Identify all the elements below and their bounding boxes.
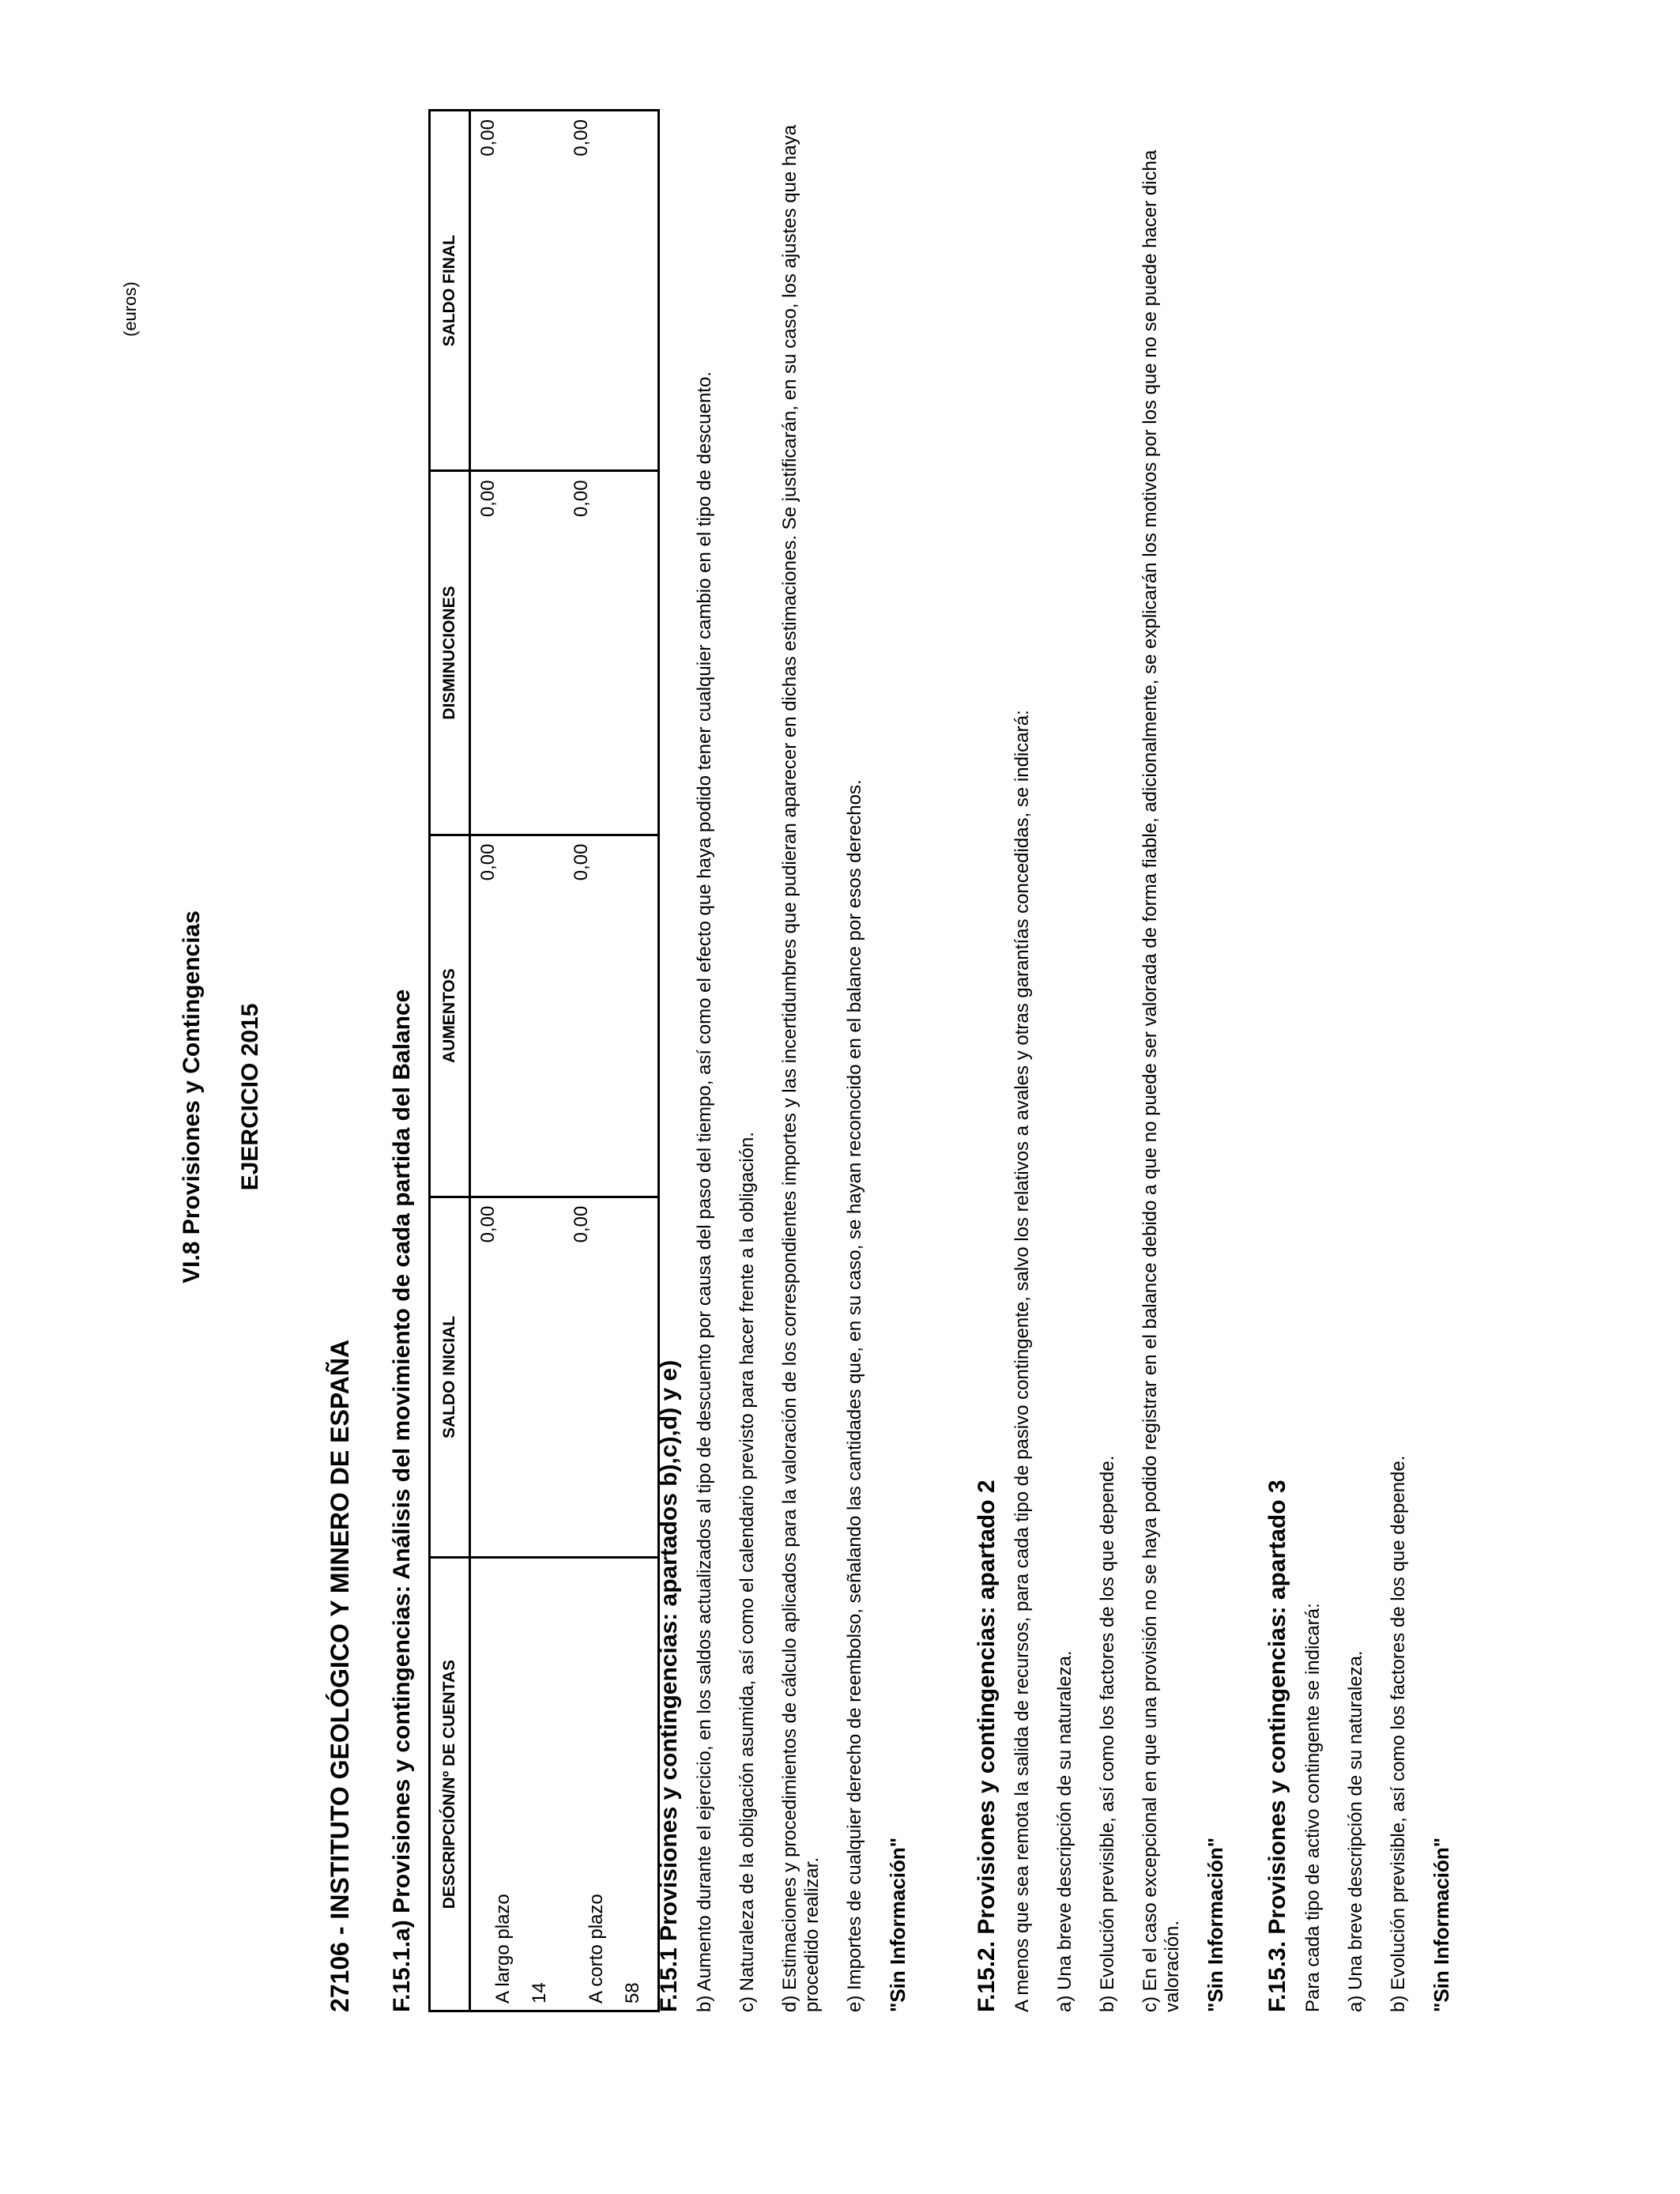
cell-saldo-inicial: 0,00 bbox=[470, 1197, 565, 1558]
row-description: A largo plazo bbox=[492, 1894, 514, 2004]
table-row bbox=[564, 111, 659, 2011]
cell-disminuciones: 0,00 bbox=[564, 471, 659, 835]
cell-saldo-final: 0,00 bbox=[564, 111, 659, 471]
cell-saldo-inicial: 0,00 bbox=[564, 1197, 659, 1558]
section-3-item-b: b) Evolución previsible, así como los factores de los que depende. bbox=[1388, 1455, 1409, 2012]
cell-saldo-final: 0,00 bbox=[470, 111, 565, 471]
currency-note: (euros) bbox=[120, 281, 140, 337]
section-3-heading: F.15.3. Provisiones y contingencias: apartado 3 bbox=[1264, 1480, 1290, 2012]
section-1-item-d: d) Estimaciones y procedimientos de cálculo aplicados para la valoración de los correspondientes importes y las incertidumbres que pudieran aparecer en dichas estimaciones. Se justificarán, en su caso, los ajustes que haya procedido realizar. bbox=[779, 125, 823, 2012]
row-account: 14 bbox=[529, 1982, 550, 2004]
section-2-item-a: a) Una breve descripción de su naturaleza. bbox=[1054, 1650, 1075, 2012]
section-2-no-info: "Sin Información" bbox=[1203, 1837, 1227, 2012]
section-3-intro: Para cada tipo de activo contingente se indicará: bbox=[1302, 1603, 1324, 2012]
row-description: A corto plazo bbox=[586, 1894, 607, 2004]
column-header-saldo-final: SALDO FINAL bbox=[430, 111, 470, 471]
section-3-no-info: "Sin Información" bbox=[1430, 1837, 1453, 2012]
section-a-heading: F.15.1.a) Provisiones y contingencias: Análisis del movimiento de cada partida del Balance bbox=[389, 989, 415, 2012]
table-row bbox=[470, 111, 565, 2011]
row-account: 58 bbox=[622, 1982, 643, 2004]
section-1-item-c: c) Naturaleza de la obligación asumida, así como el calendario previsto para hacer frente a la obligación. bbox=[736, 1132, 758, 2012]
section-3-item-a: a) Una breve descripción de su naturaleza. bbox=[1345, 1650, 1366, 2012]
section-1-item-b: b) Aumento durante el ejercicio, en los saldos actualizados al tipo de descuento por causa del paso del tiempo, así como el efecto que haya podido tener cualquier cambio en el tipo de descuento. bbox=[694, 371, 715, 2012]
row-description-cell bbox=[470, 1558, 565, 2011]
column-header-description: DESCRIPCIÓN/Nº DE CUENTAS bbox=[430, 1558, 470, 2011]
section-1-no-info: "Sin Información" bbox=[886, 1837, 910, 2012]
cell-aumentos: 0,00 bbox=[564, 835, 659, 1197]
cell-aumentos: 0,00 bbox=[470, 835, 565, 1197]
section-1-heading: F.15.1 Provisiones y contingencias: apartados b),c),d) y e) bbox=[656, 1359, 682, 2012]
column-header-aumentos: AUMENTOS bbox=[430, 835, 470, 1197]
section-1-item-e: e) Importes de cualquier derecho de reembolso, señalando las cantidades que, en su caso, se hayan reconocido en el balance por esos derechos. bbox=[844, 779, 865, 2012]
table-header-row bbox=[430, 111, 470, 2011]
entity-name: 27106 - INSTITUTO GEOLÓGICO Y MINERO DE ESPAÑA bbox=[326, 1339, 354, 2012]
exercise-year: EJERCICIO 2015 bbox=[237, 1003, 263, 1191]
section-2-heading: F.15.2. Provisiones y contingencias: apartado 2 bbox=[974, 1480, 1000, 2012]
section-2 bbox=[974, 76, 1247, 2012]
column-header-saldo-inicial: SALDO INICIAL bbox=[430, 1197, 470, 1558]
cell-disminuciones: 0,00 bbox=[470, 471, 565, 835]
section-2-item-b: b) Evolución previsible, así como los factores de los que depende. bbox=[1097, 1455, 1118, 2012]
section-2-intro: A menos que sea remota la salida de recursos, para cada tipo de pasivo contingente, salvo los relativos a avales y otras garantías concedidas, se indicará: bbox=[1011, 710, 1033, 2012]
document-title: VI.8 Provisiones y Contingencias bbox=[179, 910, 205, 1284]
column-header-disminuciones: DISMINUCIONES bbox=[430, 471, 470, 835]
row-description-cell bbox=[564, 1558, 659, 2011]
movement-table bbox=[428, 109, 660, 2012]
section-1 bbox=[656, 76, 929, 2012]
section-3 bbox=[1264, 76, 1473, 2012]
section-2-item-c: c) En el caso excepcional en que una provisión no se haya podido registrar en el balance debido a que no puede ser valorada de forma fiable, adicionalmente, se explicarán los motivos por los que no se puede hacer dicha valoración. bbox=[1139, 149, 1183, 2012]
